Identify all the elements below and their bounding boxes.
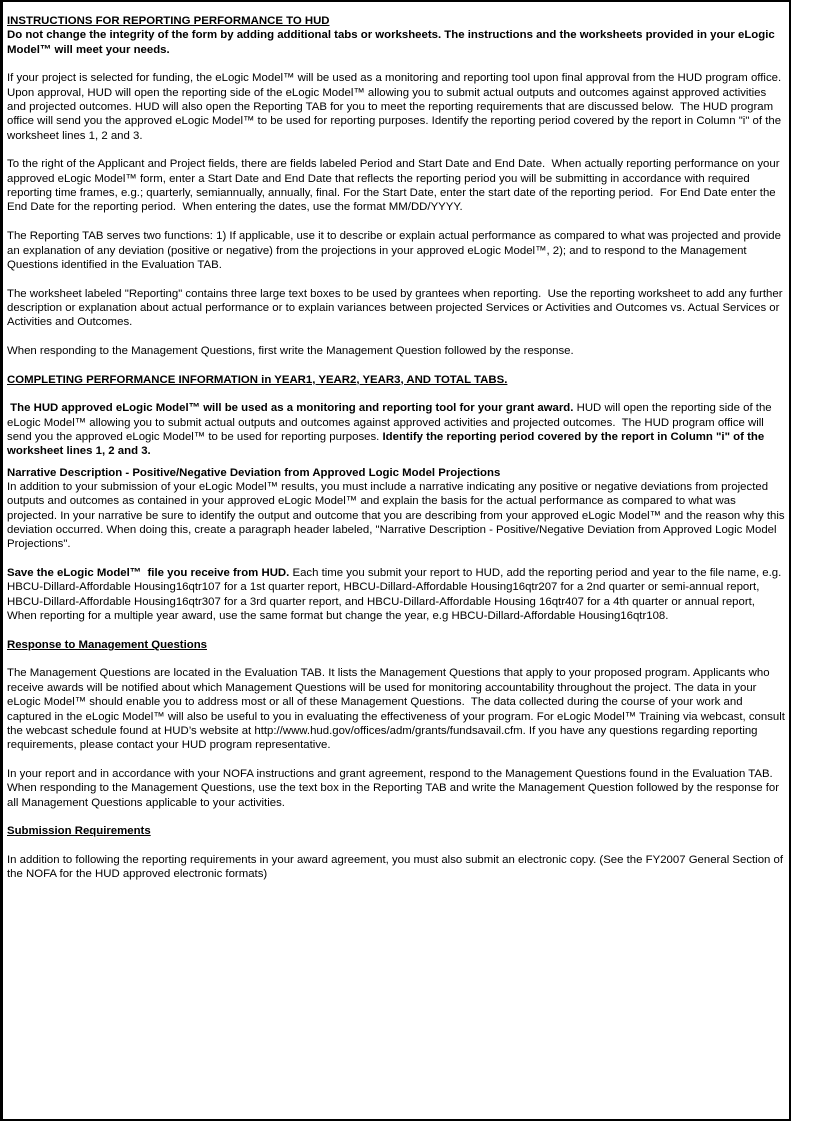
identify-reporting-period-bold: Identify the reporting period covered by the report in Column "i" of the worksheet lines 1, 2 and 3. [7, 430, 768, 458]
doc-title: INSTRUCTIONS FOR REPORTING PERFORMANCE TO HUD [7, 15, 330, 27]
paragraph-funding-approval: If your project is selected for funding, the eLogic Model™ will be used as a monitoring and reporting tool upon final approval from the HUD program office. Upon approval, HUD will open the reporting side of the eLogic Model™ allowing you to submit actual outputs and outcomes against approved activities and projected outcomes. HUD will also open the Reporting TAB for you to meet the reporting requirements that are discussed below. The HUD program office will send you the approved eLogic Model™ to be used for reporting purposes. Identify the reporting period covered by the report in Column "i" of the worksheet lines 1, 2 and 3. [7, 72, 785, 142]
hud-approved-model-body: HUD will open the reporting side of the eLogic Model™ allowing you to submit actual outputs and outcomes against approved activities and projected outcomes. The HUD program office will send you the approved eLogic Model™ to be used for reporting purposes. [7, 402, 775, 443]
save-file-naming-body: Each time you submit your report to HUD, add the reporting period and year to the file name, e.g. HBCU-Dillard-Affordable Housing16qtr107 for a 1st quarter report, HBCU-Dillard-Affordable Housing16qtr207 for a 2nd quarter or semi-annual report, HBCU-Dillard-Affordable Housing16qtr307 for a 3rd quarter report, and HBCU-Dillard-Affordable Housing 16qtr407 for a 4th quarter or annual report, When reporting for a multiple year award, use the same format but change the year, e.g HBCU-Dillard-Affordable Housing16qtr108. [7, 567, 785, 623]
paragraph-nofa-report-instructions: In your report and in accordance with your NOFA instructions and grant agreement, respond to the Management Questions found in the Evaluation TAB. When responding to the Management Questions, use the text box in the Reporting TAB and write the Management Question followed by the response for all Management Questions applicable to your activities. [7, 767, 783, 809]
paragraph-save-file-naming [7, 566, 785, 623]
hud-approved-model-bold-lead: The HUD approved eLogic Model™ will be used as a monitoring and reporting tool for your grant award. [7, 402, 574, 415]
heading-narrative-description-deviation: Narrative Description - Positive/Negative Deviation from Approved Logic Model Projections [7, 466, 501, 479]
paragraph-reporting-worksheet: The worksheet labeled "Reporting" contains three large text boxes to be used by grantees when reporting. Use the reporting worksheet to add any further description or explanation about actual performance or to explain variances between projected Services or Activities and Outcomes vs. Actual Services or Activities and Outcomes. [7, 287, 786, 329]
paragraph-reporting-tab-functions: The Reporting TAB serves two functions: 1) If applicable, use it to describe or explain actual performance as compared to what was projected and provide an explanation of any deviation (positive or negative) from the projections in your approved eLogic Model™, 2); and to respond to the Management Questions identified in the Evaluation TAB. [7, 230, 785, 271]
heading-submission-requirements: Submission Requirements [7, 825, 151, 838]
paragraph-management-questions-response-order: When responding to the Management Questions, first write the Management Question followed by the response. [7, 344, 574, 357]
paragraph-hud-approved-model [7, 401, 785, 458]
intro-warning-text: Do not change the integrity of the form by adding additional tabs or worksheets. The instructions and the worksheets provided in your eLogic Model™ will meet your needs. [7, 29, 778, 56]
paragraph-period-start-end-dates: To the right of the Applicant and Project fields, there are fields labeled Period and Start Date and End Date. When actually reporting performance on your approved eLogic Model™ form, enter a Start Date and End Date that reflects the reporting period you will be submitting in accordance with required reporting time frames, e.g.; quarterly, semiannually, annually, final. For the Start Date, enter the start date of the reporting period. For End Date enter the End Date for the reporting period. When entering the dates, use the format MM/DD/YYYY. [7, 158, 783, 214]
heading-response-to-management-questions: Response to Management Questions [7, 638, 208, 651]
paragraph-narrative-deviation-details: In addition to your submission of your eLogic Model™ results, you must include a narrative indicating any positive or negative deviations from projected outputs and outcomes as contained in your approved eLogic Model™ and explain the basis for the actual performance as compared to what was projected. In your narrative be sure to identify the output and outcome that you are describing from your approved eLogic Model™ and the reason why this deviation occurred. When doing this, create a paragraph header labeled, "Narrative Description - Positive/Negative Deviation from Approved Logic Model Projections". [7, 481, 788, 551]
heading-completing-performance-information: COMPLETING PERFORMANCE INFORMATION in YEAR1, YEAR2, YEAR3, AND TOTAL TABS. [7, 373, 508, 386]
save-file-bold-lead: Save the eLogic Model™ file you receive from HUD. [7, 567, 290, 580]
paragraph-electronic-copy-requirement: In addition to following the reporting requirements in your award agreement, you must also submit an electronic copy. (See the FY2007 General Section of the NOFA for the HUD approved electronic formats) [7, 853, 787, 881]
paragraph-management-questions-location: The Management Questions are located in the Evaluation TAB. It lists the Management Questions that apply to your proposed program. Applicants who receive awards will be notified about which Management Questions will be used for monitoring accountability throughout the project. The data in your eLogic Model™ should enable you to address most or all of these Management Questions. The data collected during the course of your work and captured in the eLogic Model™ will also be useful to you in evaluating the effectiveness of your program. For eLogic Model™ Training via webcast, consult the webcast schedule found at HUD’s website at http://www.hud.gov/offices/adm/grants/fundsavail.cfm. If you have any questions regarding reporting requirements, please contact your HUD program representative. [7, 667, 789, 752]
